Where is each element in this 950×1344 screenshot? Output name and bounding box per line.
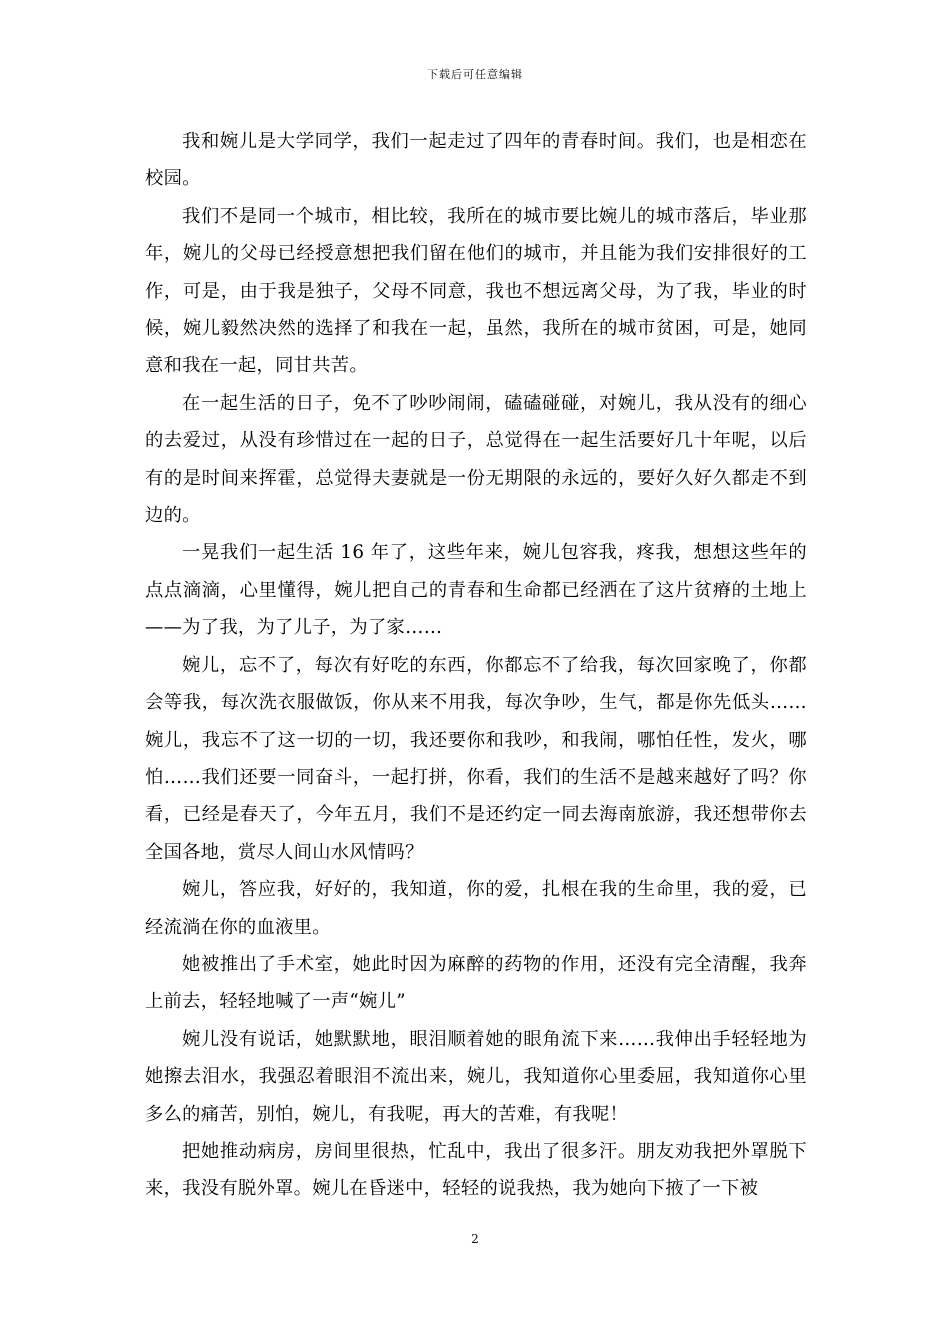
- paragraph-7: 她被推出了手术室，她此时因为麻醉的药物的作用，还没有完全清醒，我奔上前去，轻轻地喊了一声“婉儿”: [145, 953, 807, 1013]
- page-header: 下载后可任意编辑: [427, 68, 523, 81]
- paragraph-2: 我们不是同一个城市，相比较，我所在的城市要比婉儿的城市落后，毕业那年，婉儿的父母已经授意想把我们留在他们的城市，并且能为我们安排很好的工作，可是，由于我是独子，父母不同意，我也不想远离父母，为了我，毕业的时候，婉儿毅然决然的选择了和我在一起，虽然，我所在的城市贫困，可是，她同意和我在一起，同甘共苦。: [145, 205, 807, 377]
- document-body: [145, 123, 807, 1208]
- paragraph-9: 把她推动病房，房间里很热，忙乱中，我出了很多汗。朋友劝我把外罩脱下来，我没有脱外罩。婉儿在昏迷中，轻轻的说我热，我为她向下掖了一下被: [145, 1140, 807, 1200]
- page-number: 2: [471, 1232, 479, 1246]
- paragraph-4: 一晃我们一起生活 16 年了，这些年来，婉儿包容我，疼我，想想这些年的点点滴滴，心里懂得，婉儿把自己的青春和生命都已经洒在了这片贫瘠的土地上——为了我，为了儿子，为了家……: [145, 542, 807, 639]
- paragraph-6: 婉儿，答应我，好好的，我知道，你的爱，扎根在我的生命里，我的爱，已经流淌在你的血液里。: [145, 879, 807, 938]
- paragraph-3: 在一起生活的日子，免不了吵吵闹闹，磕磕碰碰，对婉儿，我从没有的细心的去爱过，从没有珍惜过在一起的日子，总觉得在一起生活要好几十年呢，以后有的是时间来挥霍，总觉得夫妻就是一份无期限的永远的，要好久好久都走不到边的。: [145, 392, 807, 527]
- paragraph-1: 我和婉儿是大学同学，我们一起走过了四年的青春时间。我们，也是相恋在校园。: [145, 131, 807, 190]
- paragraph-8: 婉儿没有说话，她默默地，眼泪顺着她的眼角流下来……我伸出手轻轻地为她擦去泪水，我强忍着眼泪不流出来，婉儿，我知道你心里委屈，我知道你心里多么的痛苦，别怕，婉儿，有我呢，再大的苦难，有我呢！: [145, 1028, 807, 1125]
- paragraph-5: 婉儿，忘不了，每次有好吃的东西，你都忘不了给我，每次回家晚了，你都会等我，每次洗衣服做饭，你从来不用我，每次争吵，生气，都是你先低头……婉儿，我忘不了这一切的一切，我还要你和我吵，和我闹，哪怕任性，发火，哪怕……我们还要一同奋斗，一起打拼，你看，我们的生活不是越来越好了吗？你看，已经是春天了，今年五月，我们不是还约定一同去海南旅游，我还想带你去全国各地，赏尽人间山水风情吗？: [145, 654, 807, 863]
